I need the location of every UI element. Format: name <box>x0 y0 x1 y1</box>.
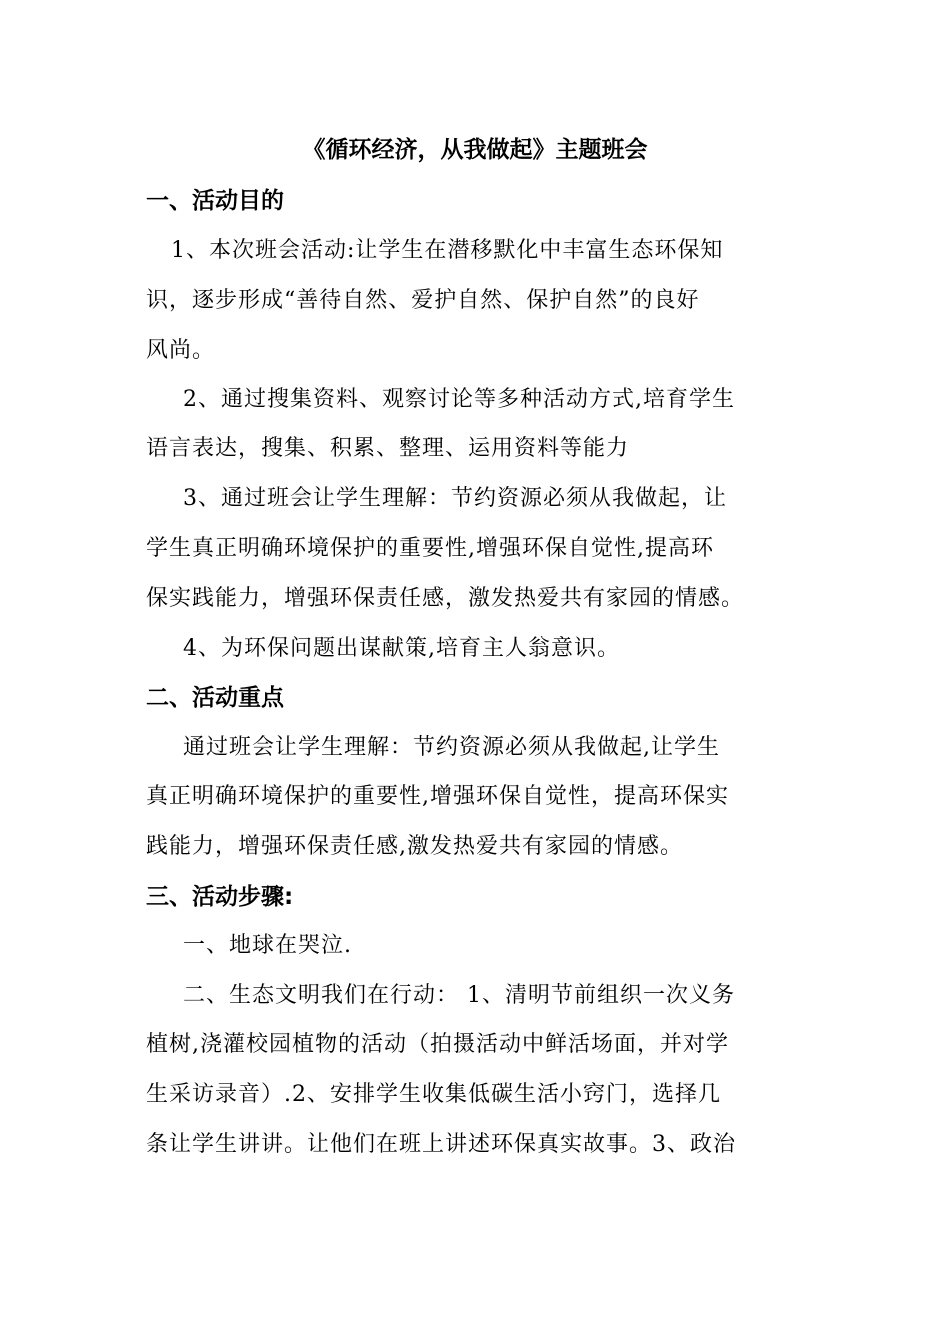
paragraph-line: 保实践能力，增强环保责任感，激发热爱共有家园的情感。 <box>146 586 745 611</box>
paragraph-line: 2、通过搜集资料、观察讨论等多种活动方式,培育学生 <box>183 387 735 412</box>
section-heading-steps: 三、活动步骤: <box>146 884 294 910</box>
paragraph-line: 践能力，增强环保责任感,激发热爱共有家园的情感。 <box>146 834 683 859</box>
document-title: 《循环经济，从我做起》主题班会 <box>302 137 648 163</box>
paragraph-line: 学生真正明确环境保护的重要性,增强环保自觉性,提高环 <box>146 536 714 561</box>
paragraph-line: 识，逐步形成“善待自然、爱护自然、保护自然”的良好 <box>146 288 700 313</box>
section-heading-focus: 二、活动重点 <box>146 685 284 711</box>
paragraph-line: 二、生态文明我们在行动： 1、清明节前组织一次义务 <box>183 983 735 1008</box>
paragraph-line: 风尚。 <box>146 338 216 363</box>
section-heading-purpose: 一、活动目的 <box>146 188 284 214</box>
paragraph-line: 1、本次班会活动:让学生在潜移默化中丰富生态环保知 <box>171 238 724 263</box>
paragraph-line: 植树,浇灌校园植物的活动（拍摄活动中鲜活场面，并对学 <box>146 1032 729 1057</box>
paragraph-line: 语言表达，搜集、积累、整理、运用资料等能力 <box>146 436 630 461</box>
paragraph-line: 通过班会让学生理解：节约资源必须从我做起,让学生 <box>183 735 720 760</box>
paragraph-line: 条让学生讲讲。让他们在班上讲述环保真实故事。3、政治 <box>146 1132 736 1157</box>
paragraph-line: 4、为环保问题出谋献策,培育主人翁意识。 <box>183 636 620 661</box>
paragraph-line: 3、通过班会让学生理解：节约资源必须从我做起，让 <box>183 486 727 511</box>
paragraph-line: 一、地球在哭泣. <box>183 933 352 958</box>
paragraph-line: 真正明确环境保护的重要性,增强环保自觉性，提高环保实 <box>146 784 729 809</box>
paragraph-line: 生采访录音）.2、安排学生收集低碳生活小窍门，选择几 <box>146 1082 721 1107</box>
